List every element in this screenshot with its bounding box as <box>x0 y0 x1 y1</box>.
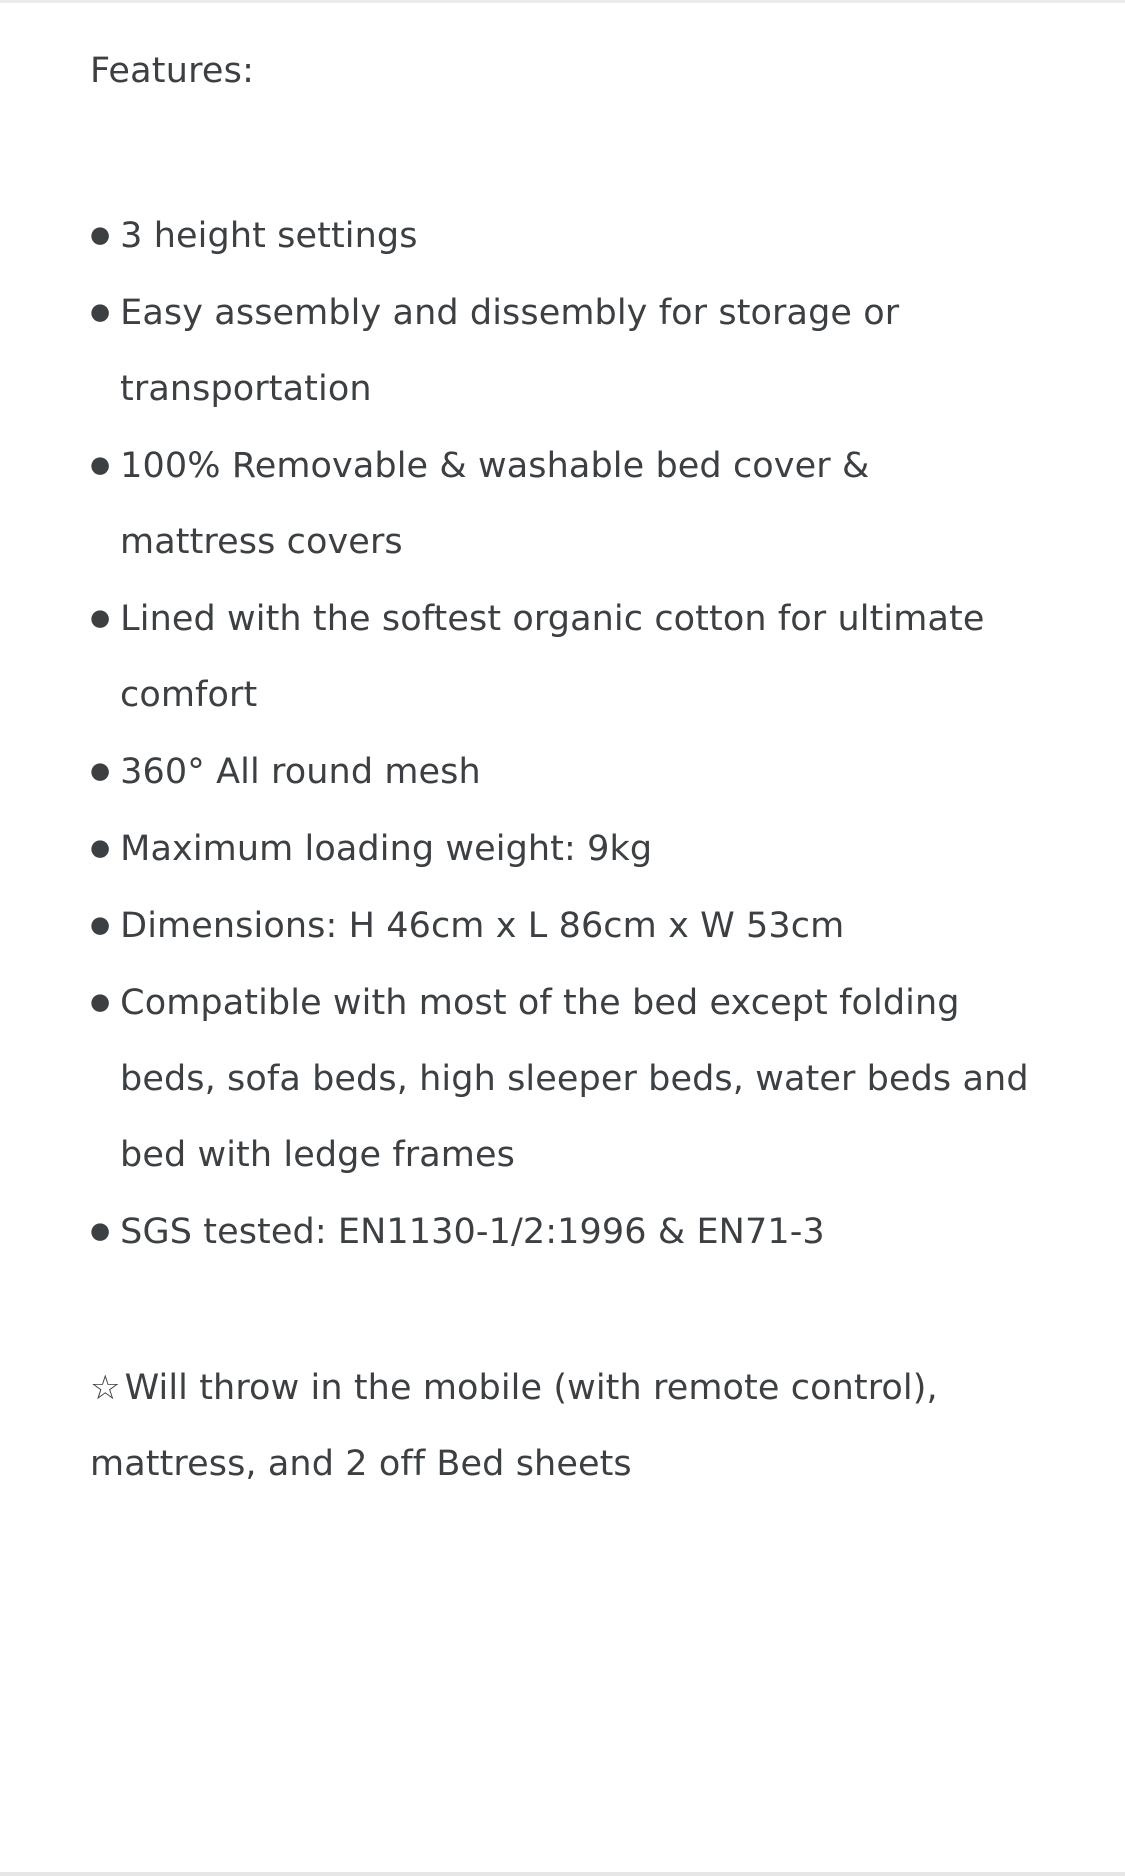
bonus-note-text: Will throw in the mobile (with remote control), mattress, and 2 off Bed sheets <box>90 1368 938 1484</box>
bullet-icon: ● <box>90 222 111 248</box>
list-item-text: Compatible with most of the bed except folding beds, sofa beds, high sleeper beds, water beds and bed with ledge frames <box>120 983 1029 1175</box>
list-item-text: SGS tested: EN1130-1/2:1996 & EN71-3 <box>120 1212 825 1252</box>
list-item <box>90 580 1035 733</box>
list-item <box>90 1193 1035 1270</box>
features-list <box>90 197 1035 1270</box>
list-item <box>90 887 1035 964</box>
list-item-text: Easy assembly and dissembly for storage or transportation <box>120 293 900 409</box>
star-icon: ☆ <box>90 1368 121 1408</box>
list-item <box>90 427 1035 580</box>
bullet-icon: ● <box>90 989 111 1015</box>
bonus-note <box>90 1350 1035 1502</box>
bottom-divider <box>0 1872 1125 1876</box>
list-item <box>90 733 1035 810</box>
list-item-text: 360° All round mesh <box>120 752 481 792</box>
page-title: Features: <box>90 51 255 91</box>
bullet-icon: ● <box>90 912 111 938</box>
bullet-icon: ● <box>90 1218 111 1244</box>
bullet-icon: ● <box>90 452 111 478</box>
list-item-text: Lined with the softest organic cotton for ultimate comfort <box>120 599 985 715</box>
bullet-icon: ● <box>90 835 111 861</box>
list-item <box>90 964 1035 1193</box>
bullet-icon: ● <box>90 758 111 784</box>
list-item-text: Maximum loading weight: 9kg <box>120 829 653 869</box>
bullet-icon: ● <box>90 299 111 325</box>
list-item-text: Dimensions: H 46cm x L 86cm x W 53cm <box>120 906 845 946</box>
list-item-text: 100% Removable & washable bed cover & mattress covers <box>120 446 870 562</box>
list-item-text: 3 height settings <box>120 216 418 256</box>
top-divider <box>0 0 1125 3</box>
bullet-icon: ● <box>90 605 111 631</box>
list-item <box>90 274 1035 427</box>
list-item <box>90 197 1035 274</box>
list-item <box>90 810 1035 887</box>
